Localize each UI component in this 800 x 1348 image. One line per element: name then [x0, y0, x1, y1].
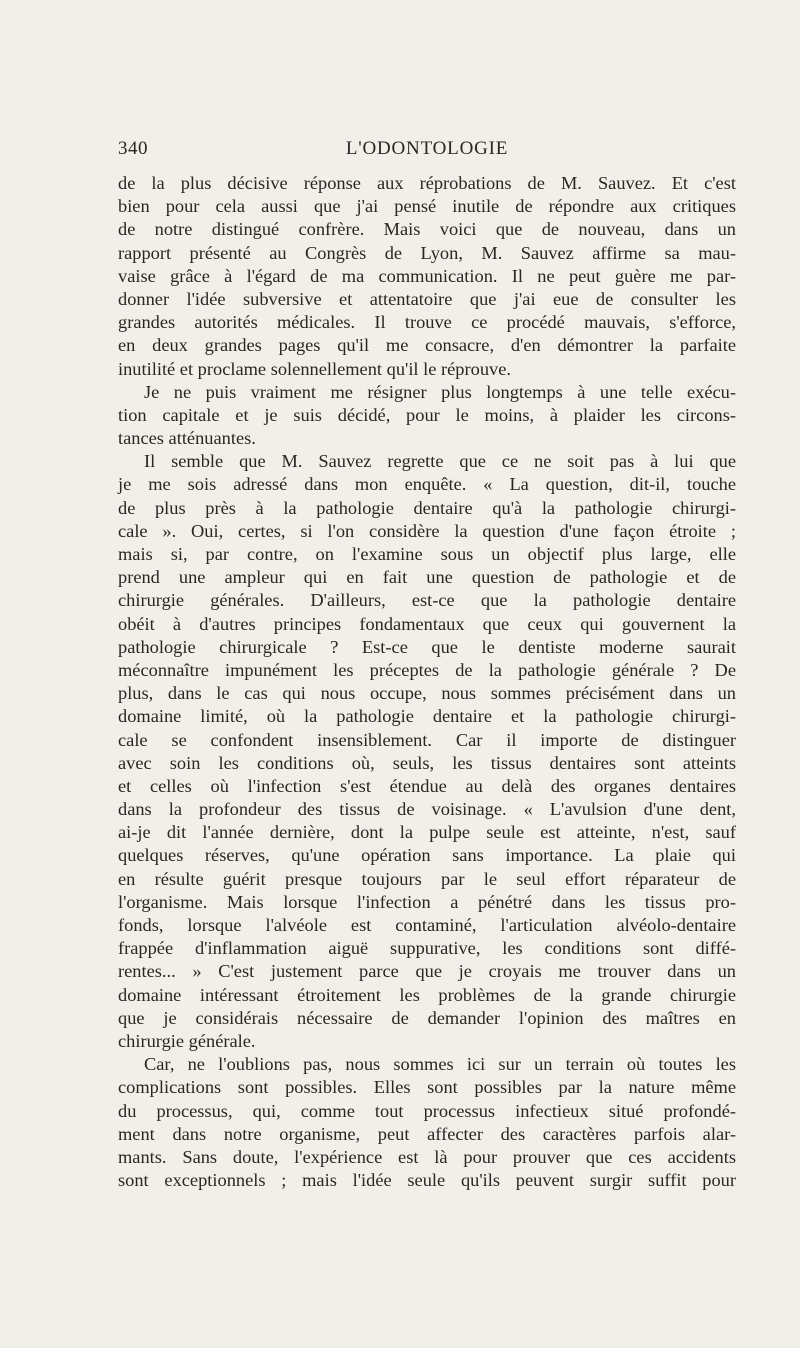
text-line: donner l'idée subversive et attentatoire que j'ai eue de consulter les — [118, 288, 736, 309]
text-line: mais si, par contre, on l'examine sous un objectif plus large, elle — [118, 544, 736, 564]
text-line: de plus près à la pathologie dentaire qu'à la pathologie chirurgi- — [118, 497, 736, 518]
text-line: quelques réserves, qu'une opération sans importance. La plaie qui — [118, 845, 736, 866]
text-line: inutilité et proclame solennellement qu'il le réprouve. — [118, 358, 511, 379]
text-line: cale ». Oui, certes, si l'on considère la question d'une façon étroite ; — [118, 520, 736, 541]
text-line: avec soin les conditions où, seuls, les tissus dentaires sont atteints — [118, 752, 736, 773]
text-line: domaine limité, où la pathologie dentaire et la pathologie chirurgi- — [118, 706, 736, 727]
text-line: tances atténuantes. — [118, 428, 256, 449]
text-line: ment dans notre organisme, peut affecter des caractères parfois alar- — [118, 1123, 736, 1144]
text-line: bien pour cela aussi que j'ai pensé inutile de répondre aux critiques — [118, 196, 736, 217]
text-line: grandes autorités médicales. Il trouve ce procédé mauvais, s'efforce, — [118, 312, 736, 333]
text-line: tion capitale et je suis décidé, pour le moins, à plaider les circons- — [118, 404, 736, 425]
text-line: Je ne puis vraiment me résigner plus longtemps à une telle exécu- — [144, 381, 736, 402]
text-line: dans la profondeur des tissus de voisinage. « L'avulsion d'une dent, — [118, 799, 736, 820]
text-line: Car, ne l'oublions pas, nous sommes ici sur un terrain où toutes les — [144, 1054, 736, 1075]
text-line: obéit à d'autres principes fondamentaux que ceux qui gouvernent la — [118, 613, 736, 634]
body-text — [118, 172, 736, 1192]
text-line: vaise grâce à l'égard de ma communication. Il ne peut guère me par- — [118, 265, 736, 286]
text-line: complications sont possibles. Elles sont possibles par la nature même — [118, 1077, 736, 1098]
text-line: sont exceptionnels ; mais l'idée seule qu'ils peuvent surgir suffit pour — [118, 1170, 736, 1191]
text-line: du processus, qui, comme tout processus infectieux situé profondé- — [118, 1100, 736, 1121]
text-line: de notre distingué confrère. Mais voici que de nouveau, dans un — [118, 219, 736, 240]
text-line: chirurgie générale. — [118, 1030, 256, 1051]
text-line: l'organisme. Mais lorsque l'infection a pénétré dans les tissus pro- — [118, 891, 736, 912]
text-line: ai-je dit l'année dernière, dont la pulpe seule est atteinte, n'est, sauf — [118, 822, 736, 843]
text-line: en deux grandes pages qu'il me consacre, d'en démontrer la parfaite — [118, 335, 736, 356]
text-line: Il semble que M. Sauvez regrette que ce ne soit pas à lui que — [144, 451, 736, 472]
text-line: de la plus décisive réponse aux réprobations de M. Sauvez. Et c'est — [118, 173, 736, 193]
text-line: fonds, lorsque l'alvéole est contaminé, l'articulation alvéolo-dentaire — [118, 915, 736, 935]
text-line: rentes... » C'est justement parce que je croyais me trouver dans un — [118, 961, 736, 982]
text-line: plus, dans le cas qui nous occupe, nous sommes précisément dans un — [118, 683, 736, 704]
text-line: mants. Sans doute, l'expérience est là pour prouver que ces accidents — [118, 1146, 736, 1167]
text-line: je me sois adressé dans mon enquête. « La question, dit-il, touche — [118, 474, 736, 495]
text-line: rapport présenté au Congrès de Lyon, M. Sauvez affirme sa mau- — [118, 242, 736, 263]
journal-title: L'ODONTOLOGIE — [345, 138, 509, 159]
text-line: pathologie chirurgicale ? Est-ce que le dentiste moderne saurait — [118, 636, 736, 657]
text-line: frappée d'inflammation aiguë suppurative, les conditions sont diffé- — [118, 938, 736, 959]
text-line: que je considérais nécessaire de demander l'opinion des maîtres en — [118, 1007, 736, 1028]
text-line: chirurgie générales. D'ailleurs, est-ce que la pathologie dentaire — [118, 590, 736, 611]
text-line: domaine intéressant étroitement les problèmes de la grande chirurgie — [118, 984, 736, 1005]
text-line: et celles où l'infection s'est étendue au delà des organes dentaires — [118, 775, 736, 796]
running-head — [118, 138, 736, 168]
text-line: en résulte guérit presque toujours par le seul effort réparateur de — [118, 868, 736, 889]
text-line: méconnaître impunément les préceptes de la pathologie générale ? De — [118, 659, 736, 680]
page-number: 340 — [118, 138, 148, 159]
text-line: prend une ampleur qui en fait une question de pathologie et de — [118, 567, 736, 588]
text-line: cale se confondent insensiblement. Car il importe de distinguer — [118, 729, 736, 750]
